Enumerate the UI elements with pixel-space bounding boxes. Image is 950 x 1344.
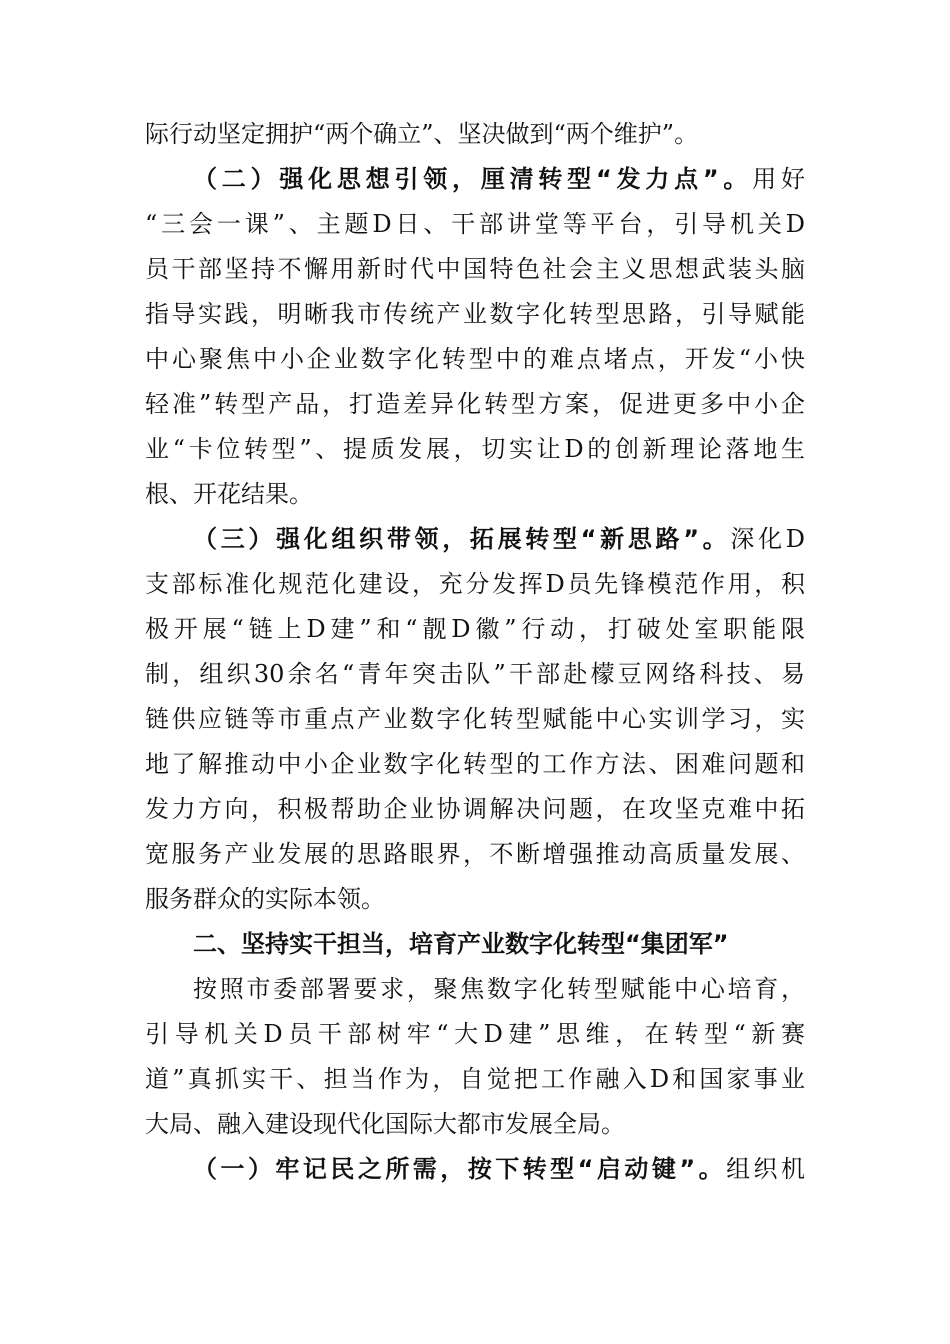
paragraph-line: 指导实践，明晰我市传统产业数字化转型思路，引导赋能 bbox=[145, 300, 805, 328]
paragraph-line: 支部标准化规范化建设，充分发挥D员先锋模范作用，积 bbox=[145, 570, 805, 598]
paragraph-line: 地了解推动中小企业数字化转型的工作方法、困难问题和 bbox=[145, 750, 805, 778]
section-heading: 二、坚持实干担当，培育产业数字化转型“集团军” bbox=[193, 930, 729, 958]
paragraph-line: （二）强化思想引领，厘清转型“发力点”。用好 bbox=[193, 165, 806, 193]
paragraph-line: （一）牢记民之所需，按下转型“启动键”。组织机 bbox=[193, 1155, 806, 1183]
paragraph-line: 制，组织30余名“青年突击队”干部赴檬豆网络科技、易 bbox=[145, 660, 805, 688]
body-text-block-2 bbox=[145, 967, 805, 1192]
paragraph-line: 按照市委部署要求，聚焦数字化转型赋能中心培育， bbox=[193, 975, 805, 1003]
subheading-lead: （三）强化组织带领，拓展转型“新思路”。 bbox=[193, 525, 731, 553]
document-page bbox=[145, 112, 805, 1192]
subheading-lead: （二）强化思想引领，厘清转型“发力点”。 bbox=[193, 165, 753, 193]
paragraph-line: 际行动坚定拥护“两个确立”、坚决做到“两个维护”。 bbox=[145, 120, 699, 148]
paragraph-line: 根、开花结果。 bbox=[145, 480, 313, 508]
paragraph-line: 员干部坚持不懈用新时代中国特色社会主义思想武装头脑 bbox=[145, 255, 805, 283]
paragraph-line: 发力方向，积极帮助企业协调解决问题，在攻坚克难中拓 bbox=[145, 795, 805, 823]
paragraph-line: 服务群众的实际本领。 bbox=[145, 885, 385, 913]
paragraph-line: 宽服务产业发展的思路眼界，不断增强推动高质量发展、 bbox=[145, 840, 805, 868]
paragraph-line: 业“卡位转型”、提质发展，切实让D的创新理论落地生 bbox=[145, 435, 805, 463]
paragraph-line: 道”真抓实干、担当作为，自觉把工作融入D和国家事业 bbox=[145, 1065, 805, 1093]
paragraph-line: 中心聚焦中小企业数字化转型中的难点堵点，开发“小快 bbox=[145, 345, 805, 373]
paragraph-line: 引导机关D员干部树牢“大D建”思维，在转型“新赛 bbox=[145, 1020, 805, 1048]
body-text-block-1 bbox=[145, 112, 805, 922]
paragraph-line: 轻准”转型产品，打造差异化转型方案，促进更多中小企 bbox=[145, 390, 805, 418]
paragraph-line: 链供应链等市重点产业数字化转型赋能中心实训学习，实 bbox=[145, 705, 805, 733]
paragraph-line: “三会一课”、主题D日、干部讲堂等平台，引导机关D bbox=[145, 210, 805, 238]
paragraph-line: 极开展“链上D建”和“靓D徽”行动，打破处室职能限 bbox=[145, 615, 805, 643]
paragraph-line: 大局、融入建设现代化国际大都市发展全局。 bbox=[145, 1110, 625, 1138]
subheading-lead: （一）牢记民之所需，按下转型“启动键”。 bbox=[193, 1155, 727, 1183]
paragraph-line: （三）强化组织带领，拓展转型“新思路”。深化D bbox=[193, 525, 805, 553]
